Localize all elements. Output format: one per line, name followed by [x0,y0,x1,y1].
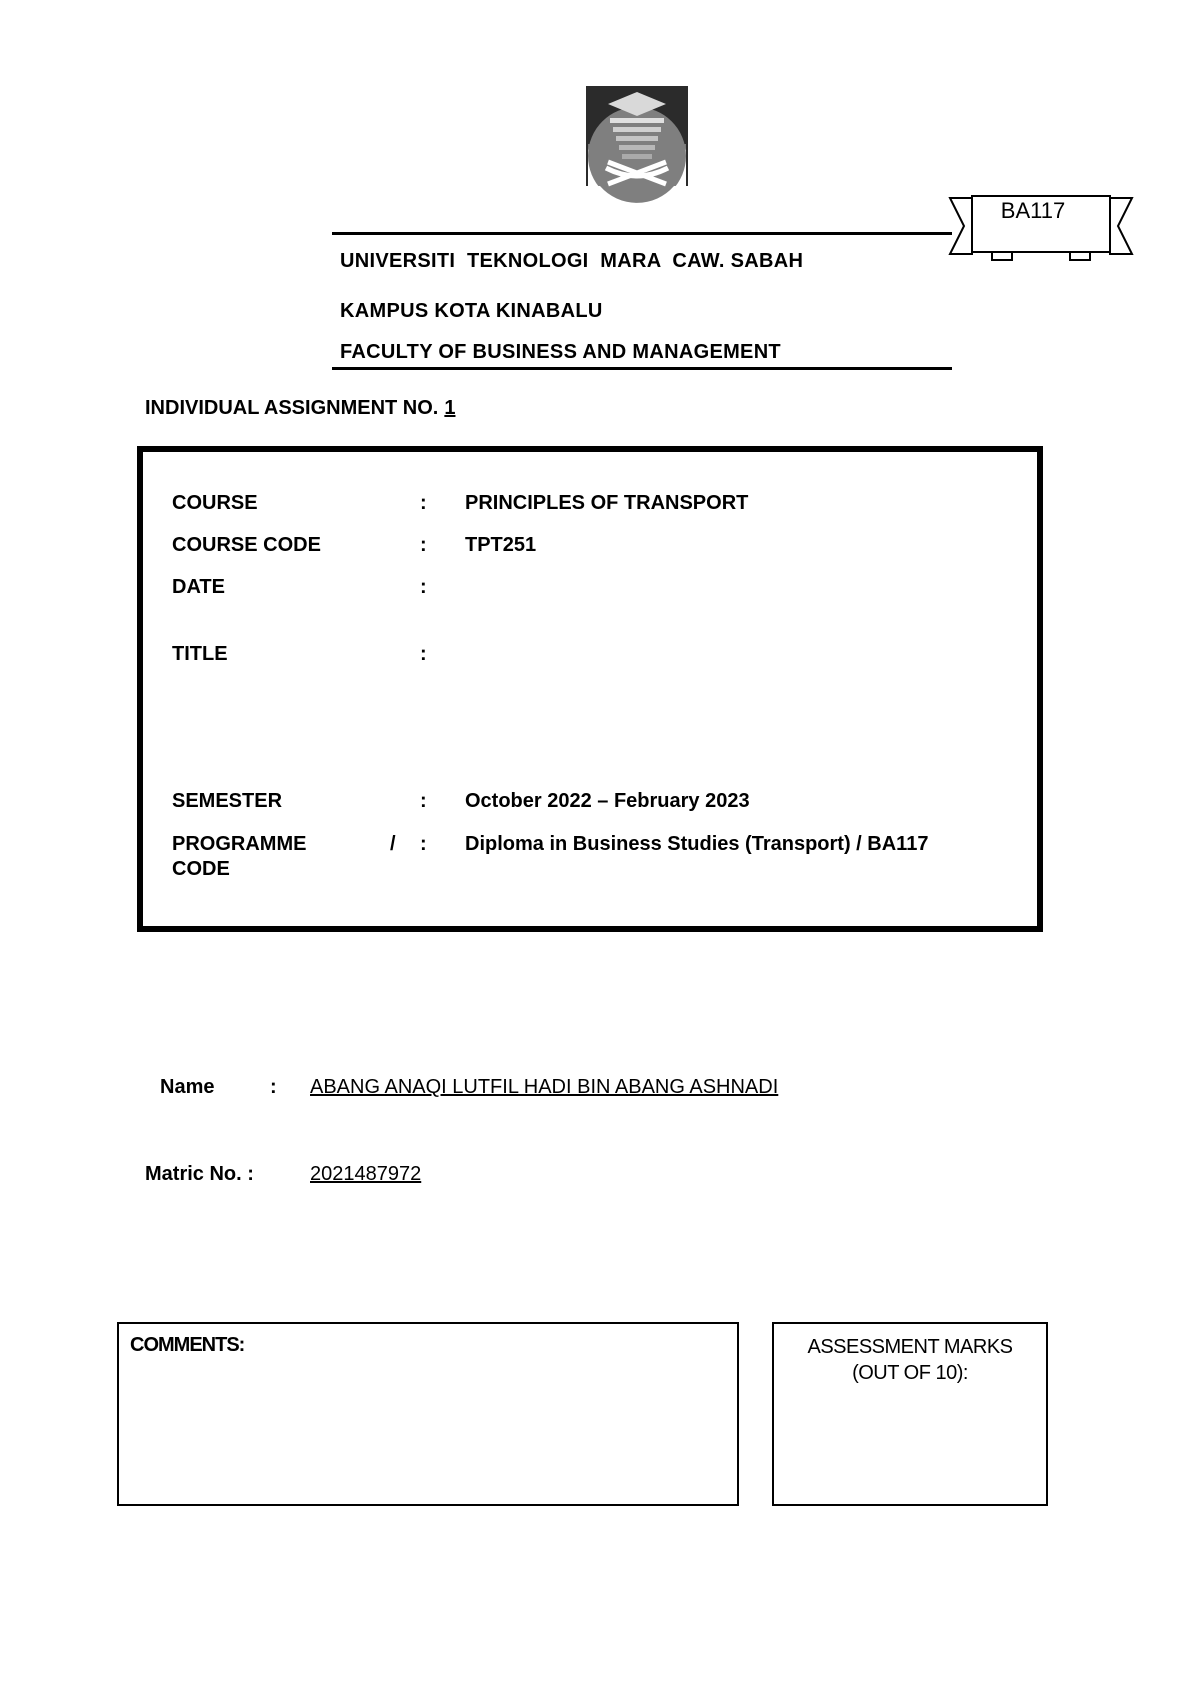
header-bottom-rule [332,367,952,370]
title-label: TITLE [172,643,228,665]
matric-number: 2021487972 [310,1163,422,1185]
programme-separator: : [420,833,427,855]
assignment-number: 1 [444,397,456,419]
assignment-label: INDIVIDUAL ASSIGNMENT NO. [145,397,439,419]
course-details-box [137,446,1043,932]
badge-code: BA117 [1000,198,1066,223]
programme-label: PROGRAMME [172,833,307,855]
course-code-separator: : [420,534,427,556]
course-code-value: TPT251 [465,534,537,556]
header-top-rule [332,232,952,235]
university-logo [586,86,688,210]
university-name: UNIVERSITI TEKNOLOGI MARA CAW. SABAH [340,250,804,272]
marks-label-line2: (OUT OF 10): [852,1362,968,1384]
assignment-heading [145,397,455,420]
semester-separator: : [420,790,427,812]
title-separator: : [420,643,427,665]
programme-value: Diploma in Business Studies (Transport) / BA117 [465,833,929,855]
marks-label-line1: ASSESSMENT MARKS [807,1336,1013,1358]
semester-label: SEMESTER [172,790,283,812]
course-code-label: COURSE CODE [172,534,321,556]
campus-name: KAMPUS KOTA KINABALU [340,300,603,322]
course-separator: : [420,492,427,514]
course-label: COURSE [172,492,258,514]
student-name: ABANG ANAQI LUTFIL HADI BIN ABANG ASHNADI [310,1076,779,1098]
semester-value: October 2022 – February 2023 [465,790,750,812]
date-separator: : [420,576,427,598]
assessment-marks-label [782,1334,1038,1386]
date-label: DATE [172,576,225,598]
name-label: Name [160,1076,215,1098]
programme-code-label: CODE [172,858,230,880]
comments-label: COMMENTS: [130,1334,245,1356]
course-value: PRINCIPLES OF TRANSPORT [465,492,749,514]
programme-slash: / [390,833,396,855]
name-separator: : [270,1076,277,1098]
faculty-name: FACULTY OF BUSINESS AND MANAGEMENT [340,341,781,363]
matric-label: Matric No. : [145,1163,254,1185]
